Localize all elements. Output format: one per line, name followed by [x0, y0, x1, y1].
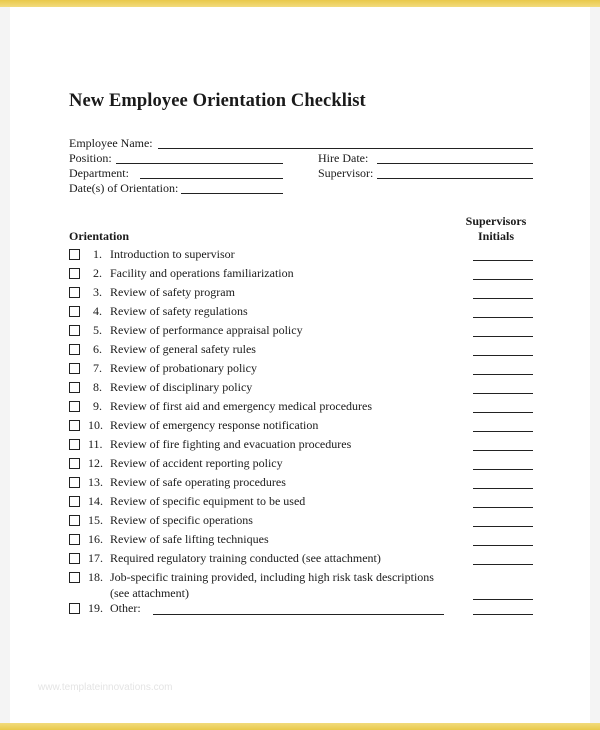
checklist-item — [69, 399, 539, 417]
checkbox[interactable] — [69, 382, 80, 393]
checklist-item — [69, 418, 539, 436]
checkbox[interactable] — [69, 287, 80, 298]
position-field[interactable] — [116, 163, 283, 164]
item-text: Review of first aid and emergency medical procedures — [110, 399, 373, 413]
checklist-item — [69, 551, 539, 569]
initials-field[interactable] — [473, 374, 533, 375]
hire-date-field[interactable] — [377, 163, 533, 164]
dates-of-orientation-label: Date(s) of Orientation: — [69, 181, 179, 195]
checklist-item — [69, 380, 539, 398]
item-text: Review of fire fighting and evacuation procedures — [110, 437, 352, 451]
initials-field[interactable] — [473, 469, 533, 470]
checklist-item — [69, 475, 539, 493]
item-text: Review of emergency response notification — [110, 418, 319, 432]
watermark-text: www.templateinnovations.com — [38, 682, 173, 693]
initials-field[interactable] — [473, 279, 533, 280]
item-number: 11. — [88, 437, 103, 451]
item-text-continued: (see attachment) — [110, 586, 189, 600]
checkbox[interactable] — [69, 458, 80, 469]
employee-name-field[interactable] — [158, 148, 533, 149]
item-number: 19. — [88, 601, 103, 615]
item-text: Review of probationary policy — [110, 361, 257, 375]
initials-field[interactable] — [473, 614, 533, 615]
orientation-section-label: Orientation — [69, 229, 129, 243]
employee-name-label: Employee Name: — [69, 136, 153, 150]
initials-field[interactable] — [473, 450, 533, 451]
checklist-item — [69, 570, 539, 604]
item-text: Review of safe lifting techniques — [110, 532, 269, 546]
checkbox[interactable] — [69, 420, 80, 431]
department-field[interactable] — [140, 178, 283, 179]
item-text: Review of general safety rules — [110, 342, 256, 356]
item-number: 16. — [88, 532, 103, 546]
checklist-item — [69, 437, 539, 455]
checklist-item — [69, 285, 539, 303]
item-number: 2. — [93, 266, 102, 280]
checklist-item — [69, 513, 539, 531]
checkbox[interactable] — [69, 515, 80, 526]
top-frame-border — [0, 0, 600, 7]
checklist-item — [69, 304, 539, 322]
item-text: Other: — [110, 601, 141, 615]
checkbox[interactable] — [69, 603, 80, 614]
supervisors-header-line2: Initials — [477, 229, 514, 243]
item-text: Review of safety regulations — [110, 304, 248, 318]
initials-field[interactable] — [473, 507, 533, 508]
checkbox[interactable] — [69, 344, 80, 355]
initials-field[interactable] — [473, 599, 533, 600]
supervisor-field[interactable] — [377, 178, 533, 179]
item-text: Introduction to supervisor — [110, 247, 235, 261]
item-number: 3. — [93, 285, 102, 299]
initials-field[interactable] — [473, 526, 533, 527]
checklist-item — [69, 323, 539, 341]
item-number: 10. — [88, 418, 103, 432]
item-text: Review of disciplinary policy — [110, 380, 253, 394]
item-text: Review of safety program — [110, 285, 235, 299]
item-number: 15. — [88, 513, 103, 527]
dates-of-orientation-field[interactable] — [181, 193, 283, 194]
initials-field[interactable] — [473, 336, 533, 337]
hire-date-label: Hire Date: — [318, 151, 369, 165]
checkbox[interactable] — [69, 553, 80, 564]
checklist-item — [69, 342, 539, 360]
item-number: 1. — [93, 247, 102, 261]
item-text: Review of specific equipment to be used — [110, 494, 306, 508]
item-number: 6. — [93, 342, 102, 356]
checklist-item — [69, 601, 539, 619]
item-number: 12. — [88, 456, 103, 470]
item-number: 8. — [93, 380, 102, 394]
initials-field[interactable] — [473, 545, 533, 546]
item-text: Review of performance appraisal policy — [110, 323, 303, 337]
initials-field[interactable] — [473, 564, 533, 565]
checklist-item — [69, 494, 539, 512]
item-text: Required regulatory training conducted (see attachment) — [110, 551, 381, 565]
initials-field[interactable] — [473, 317, 533, 318]
checklist-item — [69, 532, 539, 550]
checklist-item — [69, 266, 539, 284]
item-number: 7. — [93, 361, 102, 375]
initials-field[interactable] — [473, 393, 533, 394]
checkbox[interactable] — [69, 268, 80, 279]
checklist-item — [69, 247, 539, 265]
checkbox[interactable] — [69, 496, 80, 507]
initials-field[interactable] — [473, 431, 533, 432]
other-description-field[interactable] — [153, 614, 444, 615]
item-number: 5. — [93, 323, 102, 337]
item-number: 14. — [88, 494, 103, 508]
checkbox[interactable] — [69, 306, 80, 317]
item-number: 18. — [88, 570, 103, 584]
checkbox[interactable] — [69, 325, 80, 336]
item-text: Review of accident reporting policy — [110, 456, 283, 470]
checklist-item — [69, 361, 539, 379]
item-text: Review of safe operating procedures — [110, 475, 286, 489]
item-number: 4. — [93, 304, 102, 318]
item-text: Review of specific operations — [110, 513, 253, 527]
supervisors-header-line1: Supervisors — [465, 214, 527, 228]
initials-field[interactable] — [473, 488, 533, 489]
checkbox[interactable] — [69, 572, 80, 583]
checkbox[interactable] — [69, 363, 80, 374]
checkbox[interactable] — [69, 401, 80, 412]
item-number: 9. — [93, 399, 102, 413]
checkbox[interactable] — [69, 534, 80, 545]
item-text: Facility and operations familiarization — [110, 266, 294, 280]
initials-field[interactable] — [473, 412, 533, 413]
department-label: Department: — [69, 166, 129, 180]
document-page — [10, 7, 590, 723]
checkbox[interactable] — [69, 477, 80, 488]
item-number: 17. — [88, 551, 103, 565]
initials-field[interactable] — [473, 355, 533, 356]
document-title: New Employee Orientation Checklist — [69, 91, 366, 111]
checkbox[interactable] — [69, 439, 80, 450]
item-number: 13. — [88, 475, 103, 489]
supervisors-initials-header — [456, 214, 536, 244]
item-text: Job-specific training provided, including high risk task descriptions — [110, 570, 434, 584]
position-label: Position: — [69, 151, 112, 165]
supervisor-label: Supervisor: — [318, 166, 374, 180]
initials-field[interactable] — [473, 298, 533, 299]
initials-field[interactable] — [473, 260, 533, 261]
checkbox[interactable] — [69, 249, 80, 260]
bottom-frame-border — [0, 723, 600, 730]
checklist-item — [69, 456, 539, 474]
